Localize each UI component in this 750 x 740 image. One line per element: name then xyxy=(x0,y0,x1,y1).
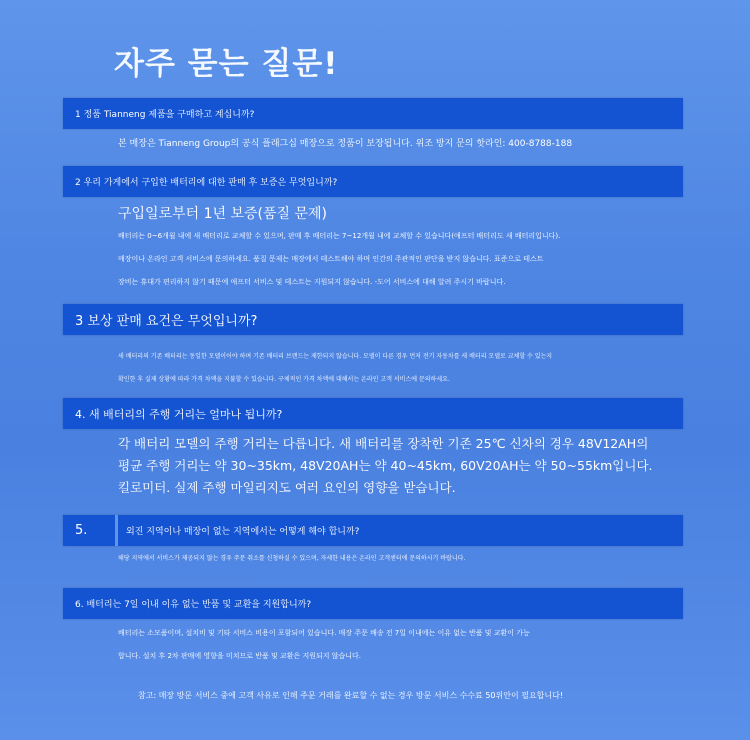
faq-answer-1 xyxy=(118,132,678,156)
question-text: 4. 새 배터리의 주행 거리는 얼마나 됩니까? xyxy=(75,407,283,421)
answer-line: 새 배터리의 기존 배터리는 동일한 모델이어야 하며 기존 배터리 브랜드는 제한되지 않습니다. 모델이 다른 경우 먼저 전기 자동차를 새 배터리 모델로 교체할 수 있는지 xyxy=(118,353,553,360)
answer-line: 본 매장은 Tianneng Group의 공식 플래그십 매장으로 정품이 보장됩니다. 위조 방지 문의 핫라인: 400-8788-188 xyxy=(118,139,573,149)
faq-question-5 xyxy=(63,515,683,546)
answer-line: 해당 지역에서 서비스가 제공되지 않는 경우 주문 취소를 신청하실 수 있으며, 자세한 내용은 온라인 고객센터에 문의하시기 바랍니다. xyxy=(118,555,466,562)
answer-line: 평균 주행 거리는 약 30~35km, 48V20AH는 약 40~45km, 60V20AH는 약 50~55km입니다. xyxy=(118,458,653,473)
footer-note: 참고: 매장 방문 서비스 중에 고객 사유로 인해 주문 거래를 완료할 수 없는 경우 방문 서비스 수수료 50위안이 필요합니다! xyxy=(138,691,564,700)
answer-line: 배터리는 0~6개월 내에 새 배터리로 교체할 수 있으며, 판매 후 배터리는 7~12개월 내에 교체할 수 있습니다(애프터 배터리도 새 배터리입니다). xyxy=(118,232,561,240)
faq-question-4 xyxy=(63,398,683,429)
answer-line: 배터리는 소모품이며, 설치비 및 기타 서비스 비용이 포함되어 있습니다. 매장 주문 배송 전 7일 이내에는 이유 없는 반품 및 교환이 가능 xyxy=(118,629,530,637)
answer-line: 장비는 휴대가 편리하지 않기 때문에 애프터 서비스 및 테스트는 지원되지 않습니다. -도어 서비스에 대해 알려 주시기 바랍니다. xyxy=(118,278,506,286)
question-text: 3 보상 판매 요건은 무엇입니까? xyxy=(75,314,258,329)
question-number: 5. xyxy=(63,515,118,546)
question-text: 1 정품 Tianneng 제품을 구매하고 계십니까? xyxy=(75,110,255,120)
page-title: 자주 묻는 질문! xyxy=(114,46,339,82)
faq-answer-2 xyxy=(118,203,678,294)
faq-question-2 xyxy=(63,166,683,197)
answer-line: 매장이나 온라인 고객 서비스에 문의하세요. 품질 문제는 매장에서 테스트해야 하며 인간의 주관적인 판단을 받지 않습니다. 표준으로 테스트 xyxy=(118,255,544,263)
question-text: 외진 지역이나 매장이 없는 지역에서는 어떻게 해야 합니까? xyxy=(126,527,360,537)
faq-answer-6 xyxy=(118,622,678,668)
faq-question-3 xyxy=(63,304,683,335)
answer-line: 각 배터리 모델의 주행 거리는 다릅니다. 새 배터리를 장착한 기존 25℃ 신차의 경우 48V12AH의 xyxy=(118,436,649,451)
faq-question-1 xyxy=(63,98,683,129)
question-text: 2 우리 가게에서 구입한 배터리에 대한 판매 후 보증은 무엇입니까? xyxy=(75,178,338,188)
question-text: 6. 배터리는 7일 이내 이유 없는 반품 및 교환을 지원합니까? xyxy=(75,600,312,610)
answer-line: 합니다. 설치 후 2차 판매에 영향을 미치므로 반품 및 교환은 지원되지 않습니다. xyxy=(118,652,362,660)
answer-line: 확인한 후 실제 상황에 따라 가격 차액을 지불할 수 있습니다. 구체적인 가격 차액에 대해서는 온라인 고객 서비스에 문의하세요. xyxy=(118,376,450,383)
faq-answer-4 xyxy=(118,433,678,499)
faq-question-6 xyxy=(63,588,683,619)
answer-line: 킬로미터. 실제 주행 마일리지도 여러 요인의 영향을 받습니다. xyxy=(118,480,456,495)
faq-answer-3 xyxy=(118,345,678,391)
faq-answer-5 xyxy=(118,552,678,566)
answer-subtitle: 구입일로부터 1년 보증(품질 문제) xyxy=(118,206,327,222)
